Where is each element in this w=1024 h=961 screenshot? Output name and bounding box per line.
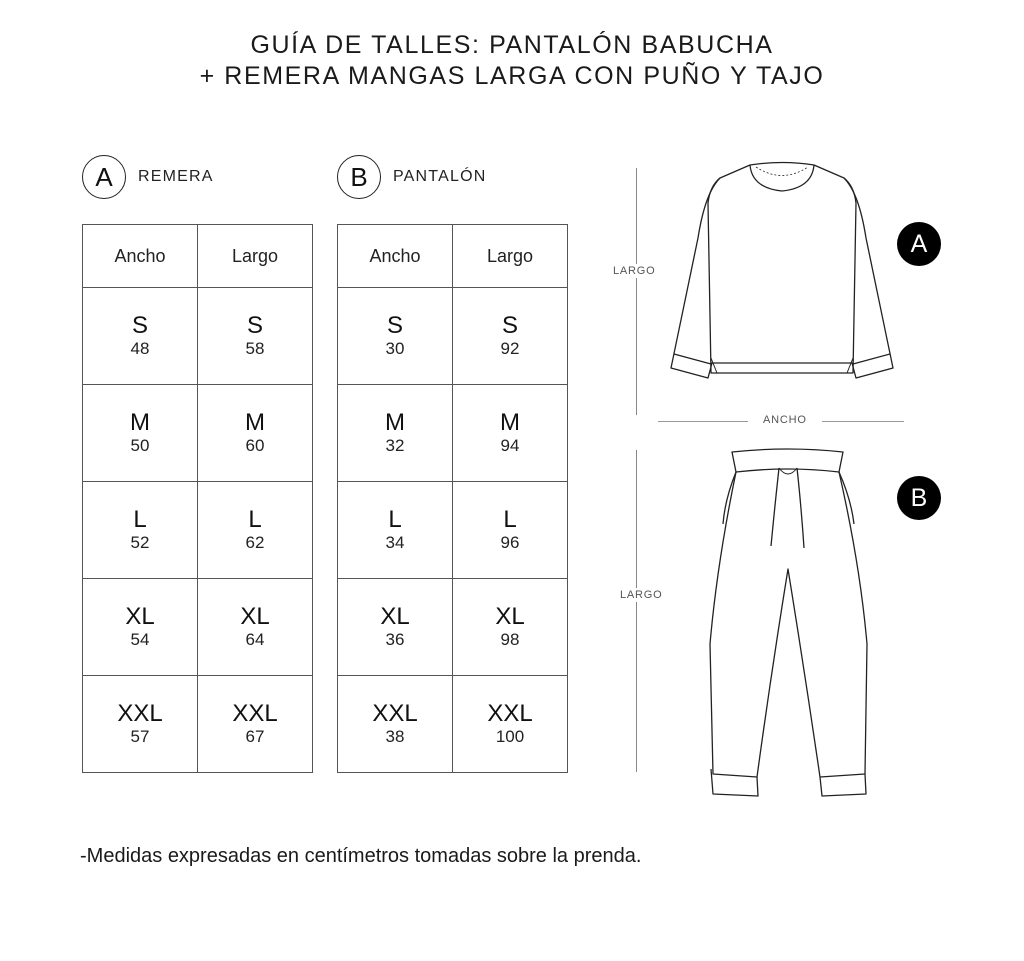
table-cell [198,579,313,676]
measurement-note: -Medidas expresadas en centímetros tomadas sobre la prenda. [80,845,642,867]
measure-value: 67 [245,727,265,746]
jogger-pants-icon [705,444,871,802]
table-cell [83,676,198,773]
table-cell [338,676,453,773]
page-title [0,30,1024,92]
size-label: L [133,506,147,533]
largo-bottom-guide-line [636,450,637,772]
letter-badge-b: B [337,155,381,199]
column-header-largo: Largo [453,225,568,288]
measure-value: 58 [245,339,265,358]
section-header-remera [82,154,214,200]
column-header-ancho: Ancho [338,225,453,288]
table-cell [338,579,453,676]
table-row [338,482,568,579]
size-label: S [246,312,263,339]
size-label: XXL [117,700,163,727]
size-label: M [245,409,265,436]
size-label: S [131,312,148,339]
remera-size-table [82,224,313,773]
table-row [83,676,313,773]
size-label: M [385,409,405,436]
table-row [338,579,568,676]
table-cell [453,385,568,482]
table-row [338,385,568,482]
table-cell [453,288,568,385]
size-label: M [130,409,150,436]
measure-value: 36 [385,630,405,649]
table-header-row [83,225,313,288]
table-row [83,482,313,579]
measure-value: 34 [385,533,405,552]
table-row [83,288,313,385]
table-cell [198,676,313,773]
pantalon-size-table [337,224,568,773]
ancho-guide-line-left [658,421,748,422]
table-cell [453,482,568,579]
table-header-row [338,225,568,288]
section-header-pantalon [337,154,486,200]
largo-top-label: LARGO [613,265,656,277]
ancho-guide-line-right [822,421,904,422]
measure-value: 96 [500,533,520,552]
table-cell [338,288,453,385]
table-cell [338,482,453,579]
measure-value: 94 [500,436,520,455]
column-header-largo: Largo [198,225,313,288]
size-label: XL [380,603,410,630]
ancho-label: ANCHO [763,414,807,426]
measure-value: 100 [495,727,525,746]
table-row [83,579,313,676]
size-label: M [500,409,520,436]
measure-value: 32 [385,436,405,455]
size-label: XXL [232,700,278,727]
measure-value: 52 [130,533,150,552]
size-label: S [386,312,403,339]
size-label: XL [125,603,155,630]
table-cell [83,288,198,385]
measure-value: 92 [500,339,520,358]
table-cell [83,385,198,482]
table-cell [83,579,198,676]
measure-value: 98 [500,630,520,649]
column-header-ancho: Ancho [83,225,198,288]
table-cell [83,482,198,579]
measure-value: 64 [245,630,265,649]
table-cell [338,385,453,482]
measure-value: 30 [385,339,405,358]
table-cell [198,385,313,482]
sweatshirt-icon [665,158,900,386]
size-label: XL [495,603,525,630]
diagram-badge-a: A [897,222,941,266]
measure-value: 54 [130,630,150,649]
table-row [83,385,313,482]
measure-value: 60 [245,436,265,455]
size-label: XXL [487,700,533,727]
table-cell [453,579,568,676]
letter-badge-a: A [82,155,126,199]
table-row [338,676,568,773]
size-label: L [503,506,517,533]
size-label: XXL [372,700,418,727]
section-label-pantalon: PANTALÓN [393,168,487,185]
largo-top-guide-line [636,168,637,415]
section-label-remera: REMERA [138,168,214,185]
measure-value: 62 [245,533,265,552]
table-cell [198,288,313,385]
table-row [338,288,568,385]
size-label: S [501,312,518,339]
measure-value: 57 [130,727,150,746]
table-cell [453,676,568,773]
size-label: XL [240,603,270,630]
measure-value: 48 [130,339,150,358]
measure-value: 38 [385,727,405,746]
largo-bottom-label: LARGO [620,589,663,601]
size-label: L [248,506,262,533]
table-cell [198,482,313,579]
title-line-1: GUÍA DE TALLES: PANTALÓN BABUCHA [250,31,774,59]
diagram-badge-b: B [897,476,941,520]
title-line-2: + REMERA MANGAS LARGA CON PUÑO Y TAJO [199,62,825,90]
size-label: L [388,506,402,533]
measure-value: 50 [130,436,150,455]
